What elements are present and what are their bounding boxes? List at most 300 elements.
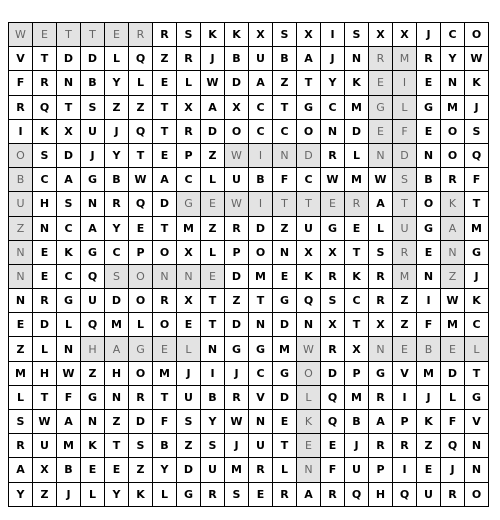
grid-cell[interactable]: L bbox=[177, 337, 201, 361]
grid-cell[interactable]: K bbox=[465, 71, 489, 95]
grid-cell[interactable]: B bbox=[417, 337, 441, 361]
grid-cell[interactable]: L bbox=[9, 386, 33, 410]
grid-cell[interactable]: X bbox=[225, 96, 249, 120]
grid-cell[interactable]: R bbox=[369, 434, 393, 458]
grid-cell[interactable]: L bbox=[441, 386, 465, 410]
grid-cell[interactable]: Z bbox=[393, 289, 417, 313]
grid-cell[interactable]: O bbox=[153, 241, 177, 265]
grid-cell[interactable]: D bbox=[321, 362, 345, 386]
grid-cell[interactable]: T bbox=[201, 313, 225, 337]
grid-cell[interactable]: R bbox=[105, 192, 129, 216]
grid-cell[interactable]: L bbox=[345, 144, 369, 168]
grid-cell[interactable]: F bbox=[273, 168, 297, 192]
grid-cell[interactable]: O bbox=[465, 23, 489, 47]
grid-cell[interactable]: U bbox=[249, 434, 273, 458]
grid-cell[interactable]: W bbox=[57, 362, 81, 386]
grid-cell[interactable]: R bbox=[345, 192, 369, 216]
grid-cell[interactable]: E bbox=[201, 265, 225, 289]
grid-cell[interactable]: B bbox=[417, 168, 441, 192]
grid-cell[interactable]: K bbox=[297, 265, 321, 289]
grid-cell[interactable]: D bbox=[81, 47, 105, 71]
grid-cell[interactable]: F bbox=[321, 458, 345, 482]
grid-cell[interactable]: E bbox=[417, 120, 441, 144]
grid-cell[interactable]: U bbox=[345, 458, 369, 482]
grid-cell[interactable]: E bbox=[9, 313, 33, 337]
grid-cell[interactable]: M bbox=[393, 47, 417, 71]
grid-cell[interactable]: G bbox=[297, 96, 321, 120]
grid-cell[interactable]: H bbox=[369, 483, 393, 507]
grid-cell[interactable]: Y bbox=[105, 144, 129, 168]
grid-cell[interactable]: A bbox=[441, 217, 465, 241]
grid-cell[interactable]: P bbox=[129, 241, 153, 265]
grid-cell[interactable]: R bbox=[321, 337, 345, 361]
grid-cell[interactable]: Z bbox=[33, 483, 57, 507]
grid-cell[interactable]: W bbox=[225, 192, 249, 216]
grid-cell[interactable]: X bbox=[249, 23, 273, 47]
grid-cell[interactable]: J bbox=[225, 362, 249, 386]
grid-cell[interactable]: T bbox=[57, 96, 81, 120]
grid-cell[interactable]: E bbox=[417, 71, 441, 95]
grid-cell[interactable]: T bbox=[345, 241, 369, 265]
grid-cell[interactable]: U bbox=[177, 386, 201, 410]
grid-cell[interactable]: D bbox=[393, 144, 417, 168]
grid-cell[interactable]: R bbox=[153, 289, 177, 313]
grid-cell[interactable]: G bbox=[273, 362, 297, 386]
grid-cell[interactable]: J bbox=[225, 434, 249, 458]
grid-cell[interactable]: G bbox=[417, 96, 441, 120]
grid-cell[interactable]: G bbox=[81, 386, 105, 410]
grid-cell[interactable]: R bbox=[201, 483, 225, 507]
grid-cell[interactable]: N bbox=[33, 217, 57, 241]
grid-cell[interactable]: X bbox=[393, 23, 417, 47]
grid-cell[interactable]: J bbox=[465, 265, 489, 289]
grid-cell[interactable]: C bbox=[105, 241, 129, 265]
grid-cell[interactable]: T bbox=[105, 434, 129, 458]
grid-cell[interactable]: D bbox=[57, 144, 81, 168]
grid-cell[interactable]: L bbox=[177, 71, 201, 95]
grid-cell[interactable]: M bbox=[417, 362, 441, 386]
grid-cell[interactable]: T bbox=[297, 192, 321, 216]
grid-cell[interactable]: W bbox=[9, 23, 33, 47]
grid-cell[interactable]: B bbox=[81, 71, 105, 95]
grid-cell[interactable]: Z bbox=[225, 289, 249, 313]
grid-cell[interactable]: H bbox=[81, 337, 105, 361]
grid-cell[interactable]: R bbox=[369, 47, 393, 71]
grid-cell[interactable]: O bbox=[417, 192, 441, 216]
grid-cell[interactable]: J bbox=[57, 483, 81, 507]
grid-cell[interactable]: G bbox=[177, 192, 201, 216]
grid-cell[interactable]: Q bbox=[465, 144, 489, 168]
grid-cell[interactable]: X bbox=[33, 458, 57, 482]
grid-cell[interactable]: E bbox=[417, 458, 441, 482]
grid-cell[interactable]: N bbox=[9, 241, 33, 265]
grid-cell[interactable]: O bbox=[297, 120, 321, 144]
grid-cell[interactable]: W bbox=[201, 71, 225, 95]
grid-cell[interactable]: X bbox=[321, 241, 345, 265]
grid-cell[interactable]: O bbox=[297, 362, 321, 386]
grid-cell[interactable]: L bbox=[57, 313, 81, 337]
grid-cell[interactable]: K bbox=[81, 434, 105, 458]
grid-cell[interactable]: F bbox=[153, 410, 177, 434]
grid-cell[interactable]: R bbox=[129, 386, 153, 410]
grid-cell[interactable]: Y bbox=[441, 47, 465, 71]
grid-cell[interactable]: S bbox=[9, 410, 33, 434]
grid-cell[interactable]: D bbox=[153, 192, 177, 216]
grid-cell[interactable]: A bbox=[297, 483, 321, 507]
grid-cell[interactable]: T bbox=[465, 192, 489, 216]
grid-cell[interactable]: E bbox=[393, 337, 417, 361]
grid-cell[interactable]: A bbox=[153, 168, 177, 192]
grid-cell[interactable]: M bbox=[441, 96, 465, 120]
grid-cell[interactable]: F bbox=[417, 313, 441, 337]
grid-cell[interactable]: J bbox=[177, 362, 201, 386]
grid-cell[interactable]: D bbox=[441, 362, 465, 386]
grid-cell[interactable]: E bbox=[129, 217, 153, 241]
grid-cell[interactable]: U bbox=[9, 192, 33, 216]
grid-cell[interactable]: R bbox=[321, 483, 345, 507]
grid-cell[interactable]: N bbox=[297, 458, 321, 482]
grid-cell[interactable]: K bbox=[33, 120, 57, 144]
grid-cell[interactable]: U bbox=[225, 168, 249, 192]
grid-cell[interactable]: N bbox=[81, 192, 105, 216]
grid-cell[interactable]: P bbox=[225, 241, 249, 265]
grid-cell[interactable]: A bbox=[369, 192, 393, 216]
grid-cell[interactable]: D bbox=[129, 410, 153, 434]
grid-cell[interactable]: Z bbox=[201, 217, 225, 241]
grid-cell[interactable]: S bbox=[33, 144, 57, 168]
grid-cell[interactable]: Z bbox=[129, 458, 153, 482]
grid-cell[interactable]: G bbox=[273, 289, 297, 313]
grid-cell[interactable]: X bbox=[177, 289, 201, 313]
grid-cell[interactable]: N bbox=[297, 313, 321, 337]
grid-cell[interactable]: Q bbox=[129, 192, 153, 216]
grid-cell[interactable]: R bbox=[33, 71, 57, 95]
grid-cell[interactable]: A bbox=[57, 168, 81, 192]
grid-cell[interactable]: O bbox=[441, 120, 465, 144]
grid-cell[interactable]: Q bbox=[393, 483, 417, 507]
grid-cell[interactable]: H bbox=[33, 362, 57, 386]
grid-cell[interactable]: W bbox=[369, 168, 393, 192]
grid-cell[interactable]: W bbox=[321, 168, 345, 192]
grid-cell[interactable]: R bbox=[225, 217, 249, 241]
grid-cell[interactable]: B bbox=[57, 458, 81, 482]
grid-cell[interactable]: M bbox=[345, 96, 369, 120]
grid-cell[interactable]: J bbox=[81, 144, 105, 168]
grid-cell[interactable]: O bbox=[441, 144, 465, 168]
grid-cell[interactable]: X bbox=[321, 313, 345, 337]
grid-cell[interactable]: T bbox=[33, 386, 57, 410]
grid-cell[interactable]: R bbox=[9, 434, 33, 458]
grid-cell[interactable]: T bbox=[297, 71, 321, 95]
grid-cell[interactable]: B bbox=[201, 386, 225, 410]
grid-cell[interactable]: Q bbox=[129, 47, 153, 71]
grid-cell[interactable]: J bbox=[201, 47, 225, 71]
grid-cell[interactable]: X bbox=[345, 337, 369, 361]
grid-cell[interactable]: C bbox=[57, 217, 81, 241]
grid-cell[interactable]: Q bbox=[345, 483, 369, 507]
grid-cell[interactable]: M bbox=[345, 386, 369, 410]
grid-cell[interactable]: T bbox=[465, 362, 489, 386]
grid-cell[interactable]: Q bbox=[321, 410, 345, 434]
grid-cell[interactable]: Z bbox=[393, 313, 417, 337]
grid-cell[interactable]: C bbox=[249, 120, 273, 144]
grid-cell[interactable]: U bbox=[201, 458, 225, 482]
grid-cell[interactable]: U bbox=[81, 289, 105, 313]
grid-cell[interactable]: C bbox=[57, 265, 81, 289]
grid-cell[interactable]: L bbox=[465, 337, 489, 361]
grid-cell[interactable]: W bbox=[297, 337, 321, 361]
grid-cell[interactable]: N bbox=[441, 71, 465, 95]
grid-cell[interactable]: A bbox=[9, 458, 33, 482]
grid-cell[interactable]: F bbox=[9, 71, 33, 95]
grid-cell[interactable]: Y bbox=[201, 410, 225, 434]
grid-cell[interactable]: A bbox=[201, 96, 225, 120]
grid-cell[interactable]: B bbox=[225, 47, 249, 71]
grid-cell[interactable]: Z bbox=[177, 434, 201, 458]
grid-cell[interactable]: W bbox=[129, 168, 153, 192]
grid-cell[interactable]: S bbox=[369, 241, 393, 265]
grid-cell[interactable]: N bbox=[201, 337, 225, 361]
grid-cell[interactable]: S bbox=[81, 96, 105, 120]
grid-cell[interactable]: T bbox=[153, 386, 177, 410]
grid-cell[interactable]: T bbox=[273, 192, 297, 216]
grid-cell[interactable]: N bbox=[417, 265, 441, 289]
grid-cell[interactable]: G bbox=[81, 241, 105, 265]
grid-cell[interactable]: B bbox=[105, 168, 129, 192]
grid-cell[interactable]: Y bbox=[9, 483, 33, 507]
grid-cell[interactable]: B bbox=[249, 168, 273, 192]
grid-cell[interactable]: U bbox=[393, 217, 417, 241]
grid-cell[interactable]: V bbox=[465, 410, 489, 434]
grid-cell[interactable]: E bbox=[201, 192, 225, 216]
grid-cell[interactable]: F bbox=[441, 410, 465, 434]
grid-cell[interactable]: M bbox=[273, 337, 297, 361]
grid-cell[interactable]: C bbox=[273, 120, 297, 144]
grid-cell[interactable]: F bbox=[465, 168, 489, 192]
grid-cell[interactable]: G bbox=[369, 362, 393, 386]
grid-cell[interactable]: E bbox=[33, 23, 57, 47]
grid-cell[interactable]: B bbox=[9, 168, 33, 192]
grid-cell[interactable]: J bbox=[321, 47, 345, 71]
grid-cell[interactable]: A bbox=[105, 337, 129, 361]
grid-cell[interactable]: K bbox=[201, 23, 225, 47]
grid-cell[interactable]: Z bbox=[153, 47, 177, 71]
grid-cell[interactable]: J bbox=[441, 458, 465, 482]
grid-cell[interactable]: Z bbox=[9, 337, 33, 361]
grid-cell[interactable]: C bbox=[345, 289, 369, 313]
grid-cell[interactable]: I bbox=[9, 120, 33, 144]
grid-cell[interactable]: E bbox=[33, 265, 57, 289]
grid-cell[interactable]: N bbox=[249, 410, 273, 434]
grid-cell[interactable]: C bbox=[33, 168, 57, 192]
grid-cell[interactable]: R bbox=[369, 289, 393, 313]
grid-cell[interactable]: R bbox=[9, 96, 33, 120]
grid-cell[interactable]: N bbox=[369, 144, 393, 168]
grid-cell[interactable]: G bbox=[465, 241, 489, 265]
grid-cell[interactable]: R bbox=[249, 458, 273, 482]
grid-cell[interactable]: R bbox=[33, 289, 57, 313]
grid-cell[interactable]: R bbox=[177, 120, 201, 144]
grid-cell[interactable]: D bbox=[225, 71, 249, 95]
grid-cell[interactable]: K bbox=[129, 483, 153, 507]
grid-cell[interactable]: P bbox=[393, 410, 417, 434]
grid-cell[interactable]: P bbox=[369, 458, 393, 482]
grid-cell[interactable]: B bbox=[153, 434, 177, 458]
grid-cell[interactable]: E bbox=[417, 241, 441, 265]
grid-cell[interactable]: F bbox=[393, 120, 417, 144]
grid-cell[interactable]: N bbox=[369, 337, 393, 361]
grid-cell[interactable]: D bbox=[345, 120, 369, 144]
grid-cell[interactable]: N bbox=[57, 71, 81, 95]
grid-cell[interactable]: R bbox=[153, 23, 177, 47]
grid-cell[interactable]: T bbox=[129, 144, 153, 168]
grid-cell[interactable]: K bbox=[441, 192, 465, 216]
grid-cell[interactable]: D bbox=[225, 313, 249, 337]
grid-cell[interactable]: R bbox=[441, 168, 465, 192]
grid-cell[interactable]: U bbox=[297, 217, 321, 241]
grid-cell[interactable]: X bbox=[177, 241, 201, 265]
grid-cell[interactable]: G bbox=[177, 483, 201, 507]
grid-cell[interactable]: D bbox=[57, 47, 81, 71]
grid-cell[interactable]: S bbox=[201, 434, 225, 458]
grid-cell[interactable]: S bbox=[465, 120, 489, 144]
grid-cell[interactable]: Z bbox=[9, 217, 33, 241]
grid-cell[interactable]: B bbox=[345, 410, 369, 434]
grid-cell[interactable]: N bbox=[465, 458, 489, 482]
grid-cell[interactable]: C bbox=[249, 96, 273, 120]
grid-cell[interactable]: A bbox=[57, 410, 81, 434]
grid-cell[interactable]: V bbox=[9, 47, 33, 71]
grid-cell[interactable]: Y bbox=[105, 217, 129, 241]
grid-cell[interactable]: L bbox=[105, 47, 129, 71]
grid-cell[interactable]: I bbox=[249, 192, 273, 216]
grid-cell[interactable]: R bbox=[369, 265, 393, 289]
grid-cell[interactable]: E bbox=[105, 23, 129, 47]
grid-cell[interactable]: T bbox=[153, 120, 177, 144]
grid-cell[interactable]: E bbox=[249, 483, 273, 507]
grid-cell[interactable]: S bbox=[177, 410, 201, 434]
grid-cell[interactable]: E bbox=[345, 217, 369, 241]
grid-cell[interactable]: A bbox=[81, 217, 105, 241]
grid-cell[interactable]: C bbox=[297, 168, 321, 192]
grid-cell[interactable]: M bbox=[105, 313, 129, 337]
grid-cell[interactable]: Y bbox=[321, 71, 345, 95]
grid-cell[interactable]: E bbox=[273, 410, 297, 434]
grid-cell[interactable]: G bbox=[57, 289, 81, 313]
grid-cell[interactable]: Y bbox=[105, 483, 129, 507]
grid-cell[interactable]: I bbox=[417, 289, 441, 313]
grid-cell[interactable]: N bbox=[249, 313, 273, 337]
grid-cell[interactable]: O bbox=[465, 483, 489, 507]
grid-cell[interactable]: S bbox=[105, 265, 129, 289]
grid-cell[interactable]: O bbox=[129, 289, 153, 313]
grid-cell[interactable]: A bbox=[249, 71, 273, 95]
grid-cell[interactable]: L bbox=[153, 483, 177, 507]
grid-cell[interactable]: R bbox=[417, 47, 441, 71]
grid-cell[interactable]: I bbox=[201, 362, 225, 386]
grid-cell[interactable]: N bbox=[345, 47, 369, 71]
grid-cell[interactable]: I bbox=[321, 23, 345, 47]
grid-cell[interactable]: T bbox=[201, 289, 225, 313]
grid-cell[interactable]: I bbox=[393, 71, 417, 95]
grid-cell[interactable]: N bbox=[273, 241, 297, 265]
grid-cell[interactable]: K bbox=[465, 289, 489, 313]
grid-cell[interactable]: E bbox=[273, 265, 297, 289]
grid-cell[interactable]: R bbox=[225, 386, 249, 410]
grid-cell[interactable]: S bbox=[225, 483, 249, 507]
grid-cell[interactable]: T bbox=[273, 96, 297, 120]
grid-cell[interactable]: X bbox=[297, 23, 321, 47]
grid-cell[interactable]: T bbox=[153, 96, 177, 120]
grid-cell[interactable]: O bbox=[225, 120, 249, 144]
grid-cell[interactable]: S bbox=[321, 289, 345, 313]
grid-cell[interactable]: E bbox=[369, 71, 393, 95]
grid-cell[interactable]: Z bbox=[273, 217, 297, 241]
grid-cell[interactable]: E bbox=[441, 337, 465, 361]
grid-cell[interactable]: M bbox=[465, 217, 489, 241]
grid-cell[interactable]: R bbox=[321, 265, 345, 289]
grid-cell[interactable]: W bbox=[33, 410, 57, 434]
grid-cell[interactable]: W bbox=[225, 410, 249, 434]
grid-cell[interactable]: L bbox=[201, 168, 225, 192]
grid-cell[interactable]: D bbox=[33, 313, 57, 337]
grid-cell[interactable]: G bbox=[369, 96, 393, 120]
grid-cell[interactable]: H bbox=[33, 192, 57, 216]
grid-cell[interactable]: Q bbox=[81, 313, 105, 337]
grid-cell[interactable]: R bbox=[177, 47, 201, 71]
grid-cell[interactable]: L bbox=[129, 313, 153, 337]
grid-cell[interactable]: I bbox=[249, 144, 273, 168]
grid-cell[interactable]: R bbox=[393, 434, 417, 458]
grid-cell[interactable]: L bbox=[369, 217, 393, 241]
grid-cell[interactable]: T bbox=[33, 47, 57, 71]
grid-cell[interactable]: T bbox=[249, 289, 273, 313]
grid-cell[interactable]: L bbox=[201, 241, 225, 265]
grid-cell[interactable]: M bbox=[393, 265, 417, 289]
grid-cell[interactable]: N bbox=[81, 410, 105, 434]
grid-cell[interactable]: E bbox=[177, 313, 201, 337]
grid-cell[interactable]: L bbox=[297, 386, 321, 410]
grid-cell[interactable]: G bbox=[417, 217, 441, 241]
grid-cell[interactable]: J bbox=[345, 434, 369, 458]
grid-cell[interactable]: E bbox=[369, 120, 393, 144]
grid-cell[interactable]: Z bbox=[105, 410, 129, 434]
grid-cell[interactable]: A bbox=[369, 410, 393, 434]
grid-cell[interactable]: K bbox=[297, 410, 321, 434]
grid-cell[interactable]: E bbox=[153, 337, 177, 361]
grid-cell[interactable]: E bbox=[33, 241, 57, 265]
grid-cell[interactable]: U bbox=[417, 483, 441, 507]
grid-cell[interactable]: V bbox=[249, 386, 273, 410]
grid-cell[interactable]: G bbox=[249, 337, 273, 361]
grid-cell[interactable]: V bbox=[393, 362, 417, 386]
grid-cell[interactable]: M bbox=[153, 362, 177, 386]
grid-cell[interactable]: U bbox=[33, 434, 57, 458]
grid-cell[interactable]: M bbox=[9, 362, 33, 386]
grid-cell[interactable]: W bbox=[225, 144, 249, 168]
grid-cell[interactable]: P bbox=[177, 144, 201, 168]
grid-cell[interactable]: N bbox=[465, 434, 489, 458]
grid-cell[interactable]: R bbox=[393, 241, 417, 265]
grid-cell[interactable]: W bbox=[465, 47, 489, 71]
grid-cell[interactable]: G bbox=[321, 217, 345, 241]
grid-cell[interactable]: S bbox=[393, 168, 417, 192]
grid-cell[interactable]: R bbox=[129, 23, 153, 47]
grid-cell[interactable]: M bbox=[345, 168, 369, 192]
grid-cell[interactable]: R bbox=[321, 144, 345, 168]
grid-cell[interactable]: K bbox=[57, 241, 81, 265]
grid-cell[interactable]: X bbox=[369, 313, 393, 337]
